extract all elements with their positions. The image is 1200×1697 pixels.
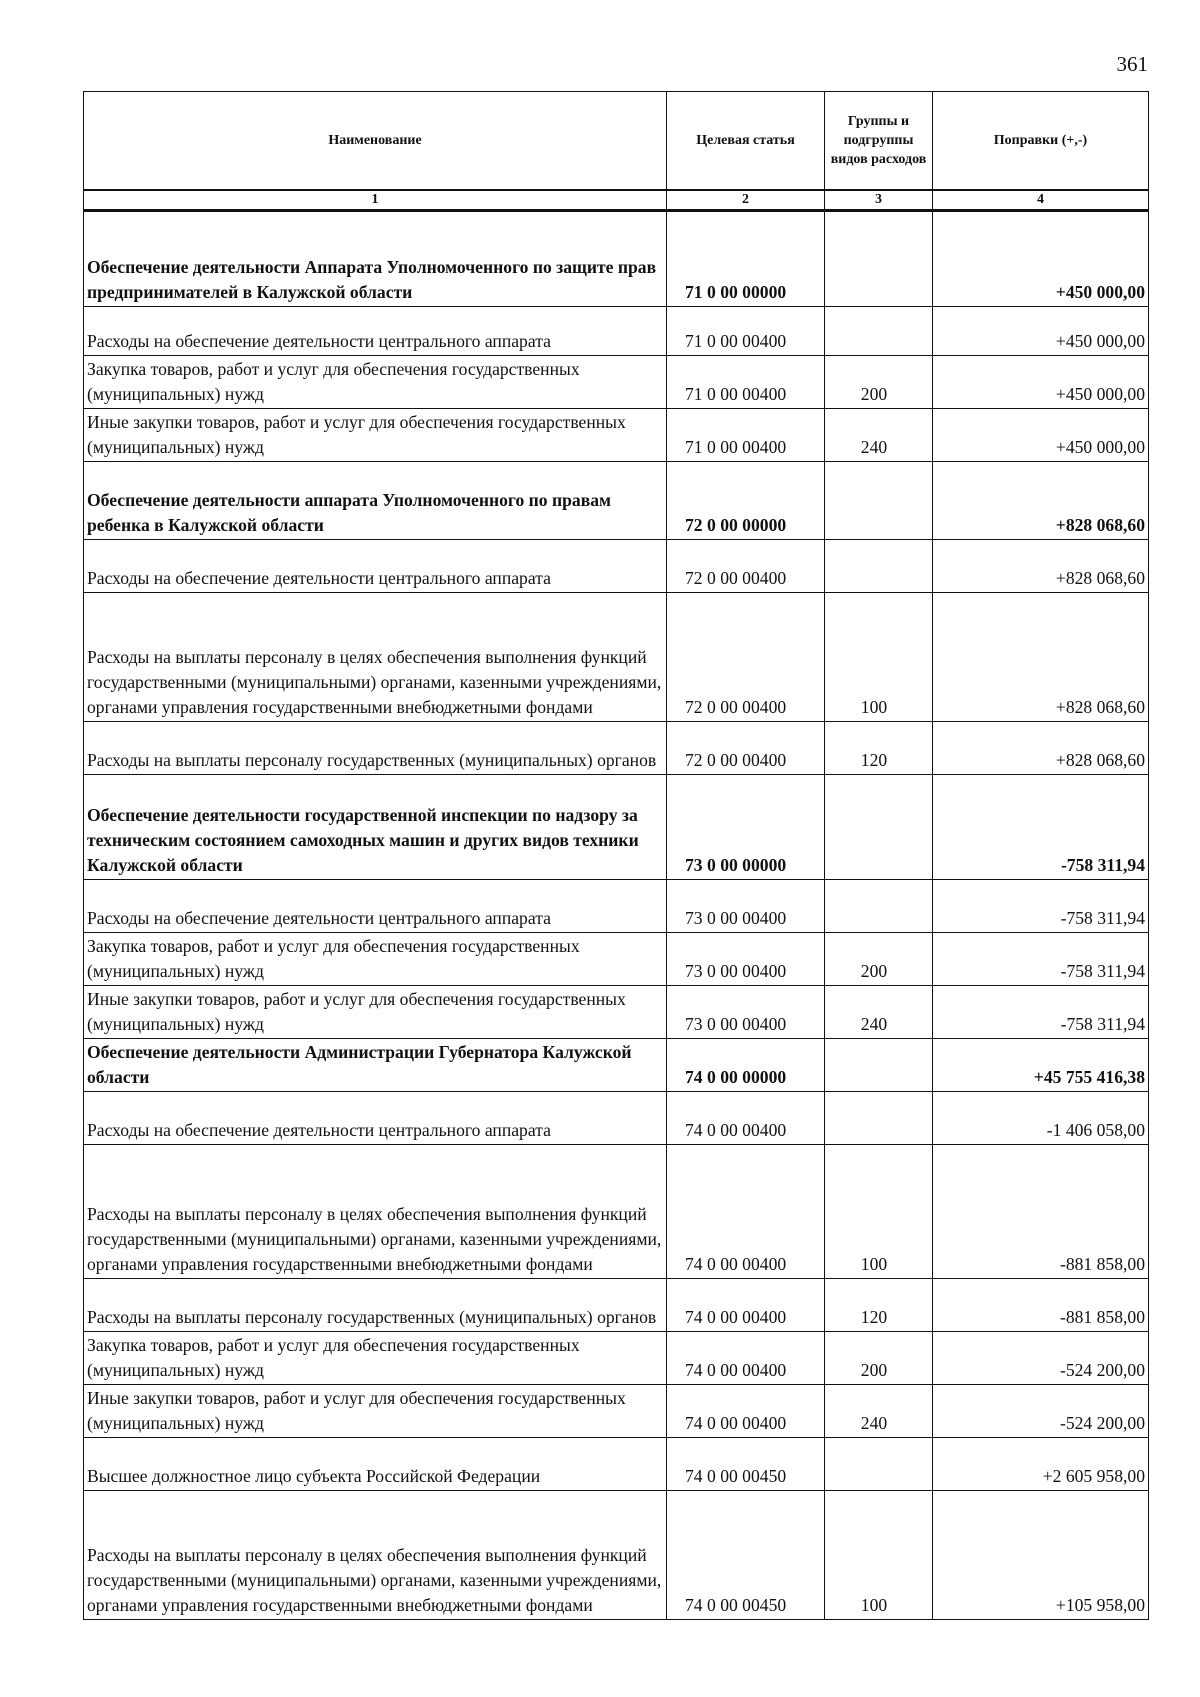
row-target-code-cell: 72 0 00 00000 (667, 461, 825, 539)
table-row (84, 306, 1149, 355)
row-group-cell (825, 539, 933, 592)
row-amount-cell: -881 858,00 (933, 1278, 1149, 1331)
row-amount-cell: +828 068,60 (933, 461, 1149, 539)
row-amount-cell: -881 858,00 (933, 1144, 1149, 1278)
row-amount-cell: -758 311,94 (933, 879, 1149, 932)
row-group-cell (825, 210, 933, 306)
row-target-code-cell: 71 0 00 00000 (667, 210, 825, 306)
header-amendments: Поправки (+,-) (933, 92, 1149, 190)
table-row (84, 879, 1149, 932)
row-name-cell: Высшее должностное лицо субъекта Российской Федерации (84, 1437, 667, 1490)
row-group-cell: 240 (825, 1384, 933, 1437)
row-name-cell: Расходы на выплаты персоналу государственных (муниципальных) органов (84, 1278, 667, 1331)
table-row (84, 1331, 1149, 1384)
table-row (84, 1278, 1149, 1331)
row-name-cell: Обеспечение деятельности государственной инспекции по надзору за техническим состоянием самоходных машин и других видов техники Калужской области (84, 774, 667, 879)
column-number-4: 4 (933, 190, 1149, 211)
row-name-cell: Закупка товаров, работ и услуг для обеспечения государственных (муниципальных) нужд (84, 355, 667, 408)
row-target-code-cell: 71 0 00 00400 (667, 408, 825, 461)
row-target-code-cell: 74 0 00 00000 (667, 1038, 825, 1091)
row-amount-cell: +828 068,60 (933, 592, 1149, 721)
table-row (84, 985, 1149, 1038)
table-row (84, 408, 1149, 461)
row-target-code-cell: 71 0 00 00400 (667, 355, 825, 408)
row-name-cell: Расходы на выплаты персоналу государственных (муниципальных) органов (84, 721, 667, 774)
row-amount-cell: +45 755 416,38 (933, 1038, 1149, 1091)
column-number-3: 3 (825, 190, 933, 211)
row-amount-cell: +105 958,00 (933, 1490, 1149, 1619)
row-group-cell: 120 (825, 721, 933, 774)
row-group-cell (825, 879, 933, 932)
row-amount-cell: +450 000,00 (933, 408, 1149, 461)
row-amount-cell: +450 000,00 (933, 306, 1149, 355)
row-name-cell: Обеспечение деятельности Администрации Губернатора Калужской области (84, 1038, 667, 1091)
row-name-cell: Закупка товаров, работ и услуг для обеспечения государственных (муниципальных) нужд (84, 932, 667, 985)
table-row (84, 461, 1149, 539)
row-name-cell: Расходы на выплаты персоналу в целях обеспечения выполнения функций государственными (муниципальными) органами, казенными учреждениями, органами управления государственными внебюджетными фондами (84, 1144, 667, 1278)
table-row (84, 1091, 1149, 1144)
row-amount-cell: +450 000,00 (933, 355, 1149, 408)
table-row (84, 1144, 1149, 1278)
row-target-code-cell: 72 0 00 00400 (667, 539, 825, 592)
row-group-cell: 100 (825, 1144, 933, 1278)
row-target-code-cell: 74 0 00 00400 (667, 1384, 825, 1437)
header-groups: Группы и подгруппы видов расходов (825, 92, 933, 190)
row-name-cell: Обеспечение деятельности аппарата Уполномоченного по правам ребенка в Калужской области (84, 461, 667, 539)
table-body (84, 210, 1149, 1619)
row-target-code-cell: 73 0 00 00400 (667, 879, 825, 932)
row-amount-cell: -758 311,94 (933, 932, 1149, 985)
page-number: 361 (1116, 52, 1148, 76)
row-target-code-cell: 74 0 00 00400 (667, 1278, 825, 1331)
row-name-cell: Расходы на обеспечение деятельности центрального аппарата (84, 306, 667, 355)
table-row (84, 592, 1149, 721)
table-row (84, 721, 1149, 774)
row-name-cell: Иные закупки товаров, работ и услуг для обеспечения государственных (муниципальных) нужд (84, 408, 667, 461)
row-amount-cell: -758 311,94 (933, 985, 1149, 1038)
row-name-cell: Иные закупки товаров, работ и услуг для обеспечения государственных (муниципальных) нужд (84, 1384, 667, 1437)
row-group-cell (825, 461, 933, 539)
column-number-1: 1 (84, 190, 667, 211)
row-target-code-cell: 74 0 00 00400 (667, 1144, 825, 1278)
row-target-code-cell: 72 0 00 00400 (667, 592, 825, 721)
row-group-cell: 200 (825, 355, 933, 408)
column-number-2: 2 (667, 190, 825, 211)
row-amount-cell: +828 068,60 (933, 539, 1149, 592)
row-group-cell: 240 (825, 985, 933, 1038)
row-amount-cell: +828 068,60 (933, 721, 1149, 774)
row-group-cell (825, 1091, 933, 1144)
row-target-code-cell: 73 0 00 00000 (667, 774, 825, 879)
row-group-cell: 100 (825, 592, 933, 721)
row-target-code-cell: 74 0 00 00450 (667, 1437, 825, 1490)
table-row (84, 774, 1149, 879)
row-target-code-cell: 74 0 00 00450 (667, 1490, 825, 1619)
table-row (84, 1490, 1149, 1619)
row-name-cell: Закупка товаров, работ и услуг для обеспечения государственных (муниципальных) нужд (84, 1331, 667, 1384)
row-amount-cell: +450 000,00 (933, 210, 1149, 306)
row-amount-cell: -524 200,00 (933, 1331, 1149, 1384)
row-group-cell: 200 (825, 1331, 933, 1384)
row-target-code-cell: 73 0 00 00400 (667, 932, 825, 985)
header-target: Целевая статья (667, 92, 825, 190)
row-group-cell (825, 1437, 933, 1490)
row-target-code-cell: 72 0 00 00400 (667, 721, 825, 774)
row-name-cell: Расходы на обеспечение деятельности центрального аппарата (84, 1091, 667, 1144)
table-row (84, 1384, 1149, 1437)
row-target-code-cell: 74 0 00 00400 (667, 1091, 825, 1144)
row-amount-cell: -1 406 058,00 (933, 1091, 1149, 1144)
row-name-cell: Расходы на обеспечение деятельности центрального аппарата (84, 539, 667, 592)
row-group-cell: 120 (825, 1278, 933, 1331)
row-group-cell (825, 774, 933, 879)
row-name-cell: Расходы на выплаты персоналу в целях обеспечения выполнения функций государственными (муниципальными) органами, казенными учреждениями, органами управления государственными внебюджетными фондами (84, 1490, 667, 1619)
table-row (84, 1038, 1149, 1091)
row-group-cell (825, 1038, 933, 1091)
row-name-cell: Обеспечение деятельности Аппарата Уполномоченного по защите прав предпринимателей в Калужской области (84, 210, 667, 306)
table-row (84, 1437, 1149, 1490)
row-amount-cell: -524 200,00 (933, 1384, 1149, 1437)
table-row (84, 210, 1149, 306)
header-name: Наименование (84, 92, 667, 190)
row-target-code-cell: 73 0 00 00400 (667, 985, 825, 1038)
row-name-cell: Иные закупки товаров, работ и услуг для обеспечения государственных (муниципальных) нужд (84, 985, 667, 1038)
row-group-cell: 100 (825, 1490, 933, 1619)
row-amount-cell: +2 605 958,00 (933, 1437, 1149, 1490)
table-row (84, 932, 1149, 985)
table-row (84, 539, 1149, 592)
row-group-cell: 200 (825, 932, 933, 985)
budget-table (83, 91, 1149, 1620)
row-target-code-cell: 74 0 00 00400 (667, 1331, 825, 1384)
row-group-cell: 240 (825, 408, 933, 461)
row-target-code-cell: 71 0 00 00400 (667, 306, 825, 355)
table-row (84, 355, 1149, 408)
row-name-cell: Расходы на обеспечение деятельности центрального аппарата (84, 879, 667, 932)
row-group-cell (825, 306, 933, 355)
row-name-cell: Расходы на выплаты персоналу в целях обеспечения выполнения функций государственными (муниципальными) органами, казенными учреждениями, органами управления государственными внебюджетными фондами (84, 592, 667, 721)
row-amount-cell: -758 311,94 (933, 774, 1149, 879)
